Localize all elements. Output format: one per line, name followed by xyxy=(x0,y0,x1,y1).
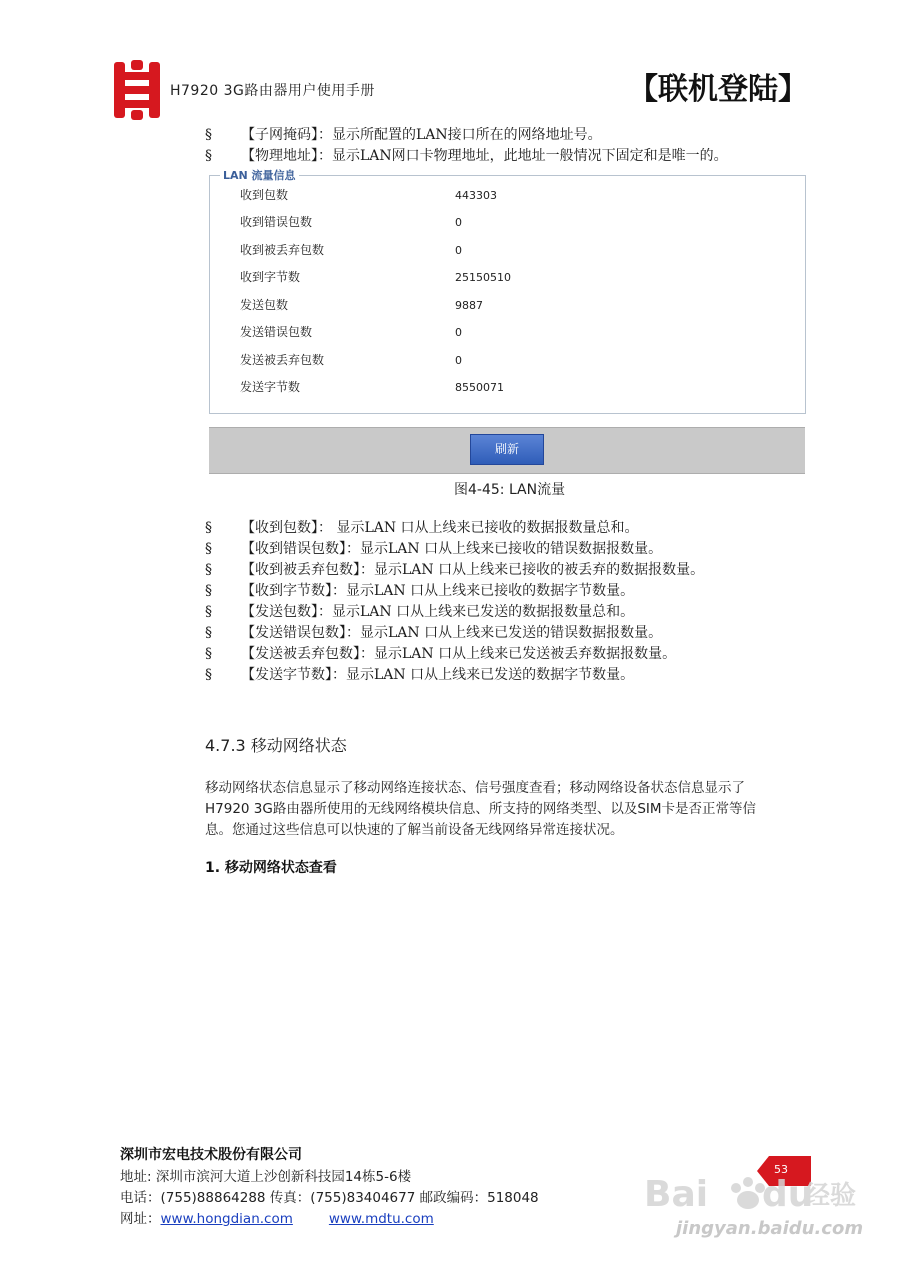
svg-text:Bai: Bai xyxy=(644,1174,709,1215)
bullet-symbol: § xyxy=(205,541,212,557)
bullet-rx-bytes xyxy=(205,581,634,601)
bullet-symbol: § xyxy=(205,604,212,620)
section-tag: 【联机登陆】 xyxy=(628,72,808,107)
stat-value-tx-bytes: 8550071 xyxy=(455,381,504,394)
stat-label-rx-errors: 收到错误包数 xyxy=(240,215,313,229)
stat-label-rx-bytes: 收到字节数 xyxy=(240,270,301,284)
bullet-text: 【发送字节数】：显示LAN 口从上线来已发送的数据字节数量。 xyxy=(241,667,635,683)
stat-value-rx-bytes: 25150510 xyxy=(455,271,511,284)
stat-label-tx-dropped: 发送被丢弃包数 xyxy=(240,353,325,367)
stat-value-tx-packets: 9887 xyxy=(455,299,483,312)
stat-label-tx-packets: 发送包数 xyxy=(240,298,289,312)
paragraph-line: 移动网络状态信息显示了移动网络连接状态、信号强度查看；移动网络设备状态信息显示了 xyxy=(205,780,745,796)
footer-company: 深圳市宏电技术股份有限公司 xyxy=(120,1147,302,1163)
page-number: 53 xyxy=(774,1163,788,1176)
bullet-tx-packets xyxy=(205,602,634,622)
stat-label-tx-errors: 发送错误包数 xyxy=(240,325,313,339)
bullet-text: 【子网掩码】：显示所配置的LAN接口所在的网络地址号。 xyxy=(241,127,602,143)
bullet-symbol: § xyxy=(205,667,212,683)
stat-value-tx-errors: 0 xyxy=(455,326,462,339)
stat-label-rx-packets: 收到包数 xyxy=(240,188,289,202)
bullet-symbol: § xyxy=(205,520,212,536)
step-heading: 1. 移动网络状态查看 xyxy=(205,860,337,876)
bullet-text: 【发送包数】：显示LAN 口从上线来已发送的数据报数量总和。 xyxy=(241,604,635,620)
svg-text:du: du xyxy=(762,1174,814,1215)
footer-link-hongdian[interactable]: www.hongdian.com xyxy=(160,1211,293,1227)
bullet-rx-errors xyxy=(205,539,662,559)
footer-web xyxy=(120,1207,434,1227)
bullet-text: 【发送被丢弃包数】：显示LAN 口从上线来已发送被丢弃数据报数量。 xyxy=(241,646,677,662)
bullet-symbol: § xyxy=(205,127,212,143)
section-heading: 4.7.3 移动网络状态 xyxy=(205,736,347,755)
refresh-button[interactable]: 刷新 xyxy=(470,434,544,465)
bullet-tx-dropped xyxy=(205,644,676,664)
bullet-tx-bytes xyxy=(205,665,634,685)
bullet-symbol: § xyxy=(205,583,212,599)
watermark-url: jingyan.baidu.com xyxy=(676,1218,864,1239)
bullet-symbol: § xyxy=(205,148,212,164)
bullet-symbol: § xyxy=(205,646,212,662)
bullet-symbol: § xyxy=(205,625,212,641)
stat-label-tx-bytes: 发送字节数 xyxy=(240,380,301,394)
paragraph-line: H7920 3G路由器所使用的无线网络模块信息、所支持的网络类型、以及SIM卡是否正常等信 xyxy=(205,801,757,817)
bullet-symbol: § xyxy=(205,562,212,578)
bullet-mac-address xyxy=(205,146,728,166)
stat-value-rx-errors: 0 xyxy=(455,216,462,229)
stat-value-rx-packets: 443303 xyxy=(455,189,497,202)
bullet-subnet-mask xyxy=(205,125,602,145)
bullet-text: 【发送错误包数】：显示LAN 口从上线来已发送的错误数据报数量。 xyxy=(241,625,663,641)
stat-label-rx-dropped: 收到被丢弃包数 xyxy=(240,243,325,257)
bullet-text: 【收到被丢弃包数】：显示LAN 口从上线来已接收的被丢弃的数据报数量。 xyxy=(241,562,705,578)
stat-value-tx-dropped: 0 xyxy=(455,354,462,367)
bullet-text: 【物理地址】：显示LAN网口卡物理地址，此地址一般情况下固定和是唯一的。 xyxy=(241,148,728,164)
bullet-rx-packets xyxy=(205,518,639,538)
bullet-tx-errors xyxy=(205,623,662,643)
bullet-rx-dropped xyxy=(205,560,704,580)
footer-phone: 电话：(755)88864288 传真：(755)83404677 邮政编码：518048 xyxy=(120,1190,539,1206)
lan-panel-legend: LAN 流量信息 xyxy=(220,167,299,183)
document-title: H7920 3G路由器用户使用手册 xyxy=(170,83,375,99)
figure-caption: 图4-45: LAN流量 xyxy=(454,482,566,498)
bullet-text: 【收到字节数】：显示LAN 口从上线来已接收的数据字节数量。 xyxy=(241,583,635,599)
footer-web-label: 网址： xyxy=(120,1211,161,1227)
footer-address: 地址: 深圳市滨河大道上沙创新科技园14栋5-6楼 xyxy=(120,1169,412,1185)
svg-text:经验: 经验 xyxy=(804,1181,857,1211)
bullet-text: 【收到包数】： 显示LAN 口从上线来已接收的数据报数量总和。 xyxy=(241,520,639,536)
footer-link-mdtu[interactable]: www.mdtu.com xyxy=(328,1211,434,1227)
paragraph-line: 息。您通过这些信息可以快速的了解当前设备无线网络异常连接状况。 xyxy=(205,822,624,838)
bullet-text: 【收到错误包数】：显示LAN 口从上线来已接收的错误数据报数量。 xyxy=(241,541,663,557)
stat-value-rx-dropped: 0 xyxy=(455,244,462,257)
company-logo-icon xyxy=(112,60,162,120)
